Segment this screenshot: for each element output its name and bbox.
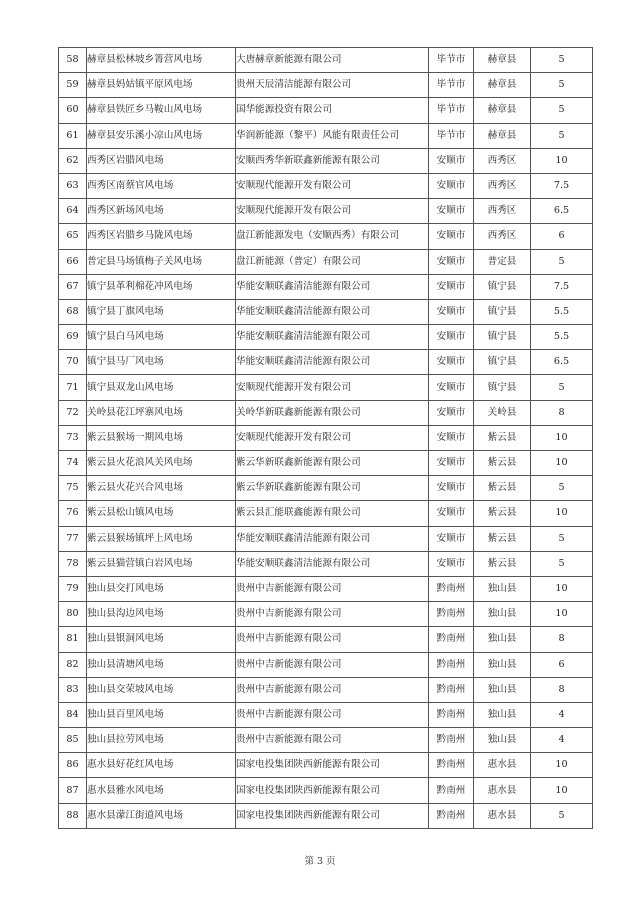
project-name-cell: 赫章县松林坡乡箐营风电场	[87, 48, 236, 73]
project-name-cell: 西秀区新场风电场	[87, 199, 236, 224]
county-cell: 赫章县	[474, 73, 531, 98]
company-cell: 盘江新能源（普定）有限公司	[236, 249, 429, 274]
city-cell: 安顺市	[429, 299, 474, 324]
company-cell: 国华能源投资有限公司	[236, 98, 429, 123]
table-row	[59, 501, 593, 526]
table-row	[59, 400, 593, 425]
capacity-cell: 6.5	[531, 199, 593, 224]
page-number: 第 3 页	[304, 856, 336, 867]
row-number-cell: 65	[59, 224, 87, 249]
county-cell: 关岭县	[474, 400, 531, 425]
project-name-cell: 惠水县雅水风电场	[87, 778, 236, 803]
county-cell: 惠水县	[474, 803, 531, 828]
capacity-cell: 6.5	[531, 350, 593, 375]
table-row	[59, 173, 593, 198]
capacity-cell: 6	[531, 652, 593, 677]
project-name-cell: 紫云县火花浪风关风电场	[87, 451, 236, 476]
table-row	[59, 803, 593, 828]
company-cell: 贵州中吉新能源有限公司	[236, 677, 429, 702]
table-row	[59, 48, 593, 73]
capacity-cell: 10	[531, 425, 593, 450]
company-cell: 贵州天辰清洁能源有限公司	[236, 73, 429, 98]
project-name-cell: 镇宁县双龙山风电场	[87, 375, 236, 400]
row-number-cell: 73	[59, 425, 87, 450]
city-cell: 黔南州	[429, 652, 474, 677]
project-name-cell: 独山县银洞风电场	[87, 627, 236, 652]
project-name-cell: 独山县沟边风电场	[87, 602, 236, 627]
table-row	[59, 526, 593, 551]
county-cell: 镇宁县	[474, 350, 531, 375]
city-cell: 黔南州	[429, 627, 474, 652]
row-number-cell: 70	[59, 350, 87, 375]
capacity-cell: 10	[531, 451, 593, 476]
project-name-cell: 赫章县铁匠乡马鞍山风电场	[87, 98, 236, 123]
project-name-cell: 紫云县松山镇风电场	[87, 501, 236, 526]
table-row	[59, 375, 593, 400]
company-cell: 贵州中吉新能源有限公司	[236, 602, 429, 627]
table-row	[59, 728, 593, 753]
capacity-cell: 5	[531, 375, 593, 400]
county-cell: 惠水县	[474, 778, 531, 803]
county-cell: 赫章县	[474, 123, 531, 148]
capacity-cell: 5	[531, 476, 593, 501]
county-cell: 镇宁县	[474, 325, 531, 350]
city-cell: 安顺市	[429, 274, 474, 299]
row-number-cell: 87	[59, 778, 87, 803]
project-name-cell: 镇宁县白马风电场	[87, 325, 236, 350]
row-number-cell: 63	[59, 173, 87, 198]
city-cell: 黔南州	[429, 778, 474, 803]
row-number-cell: 62	[59, 148, 87, 173]
project-name-cell: 独山县百里风电场	[87, 702, 236, 727]
company-cell: 安顺现代能源开发有限公司	[236, 173, 429, 198]
row-number-cell: 85	[59, 728, 87, 753]
row-number-cell: 72	[59, 400, 87, 425]
company-cell: 关岭华新联鑫新能源有限公司	[236, 400, 429, 425]
city-cell: 安顺市	[429, 375, 474, 400]
table-row	[59, 325, 593, 350]
capacity-cell: 10	[531, 501, 593, 526]
row-number-cell: 67	[59, 274, 87, 299]
county-cell: 镇宁县	[474, 375, 531, 400]
table-row	[59, 778, 593, 803]
company-cell: 华能安顺联鑫清洁能源有限公司	[236, 526, 429, 551]
city-cell: 毕节市	[429, 123, 474, 148]
city-cell: 安顺市	[429, 425, 474, 450]
county-cell: 独山县	[474, 576, 531, 601]
capacity-cell: 5.5	[531, 325, 593, 350]
capacity-cell: 5	[531, 73, 593, 98]
company-cell: 国家电投集团陕西新能源有限公司	[236, 803, 429, 828]
city-cell: 安顺市	[429, 249, 474, 274]
row-number-cell: 64	[59, 199, 87, 224]
capacity-cell: 5	[531, 551, 593, 576]
capacity-cell: 6	[531, 224, 593, 249]
county-cell: 惠水县	[474, 753, 531, 778]
table-row	[59, 274, 593, 299]
row-number-cell: 83	[59, 677, 87, 702]
row-number-cell: 86	[59, 753, 87, 778]
table-row	[59, 350, 593, 375]
table-row	[59, 576, 593, 601]
row-number-cell: 81	[59, 627, 87, 652]
city-cell: 安顺市	[429, 148, 474, 173]
county-cell: 独山县	[474, 702, 531, 727]
table-row	[59, 299, 593, 324]
project-name-cell: 西秀区南蔡官风电场	[87, 173, 236, 198]
city-cell: 黔南州	[429, 753, 474, 778]
company-cell: 国家电投集团陕西新能源有限公司	[236, 778, 429, 803]
table-body	[59, 48, 593, 829]
city-cell: 黔南州	[429, 803, 474, 828]
capacity-cell: 5	[531, 98, 593, 123]
capacity-cell: 5	[531, 48, 593, 73]
project-name-cell: 独山县交打风电场	[87, 576, 236, 601]
capacity-cell: 7.5	[531, 274, 593, 299]
county-cell: 独山县	[474, 677, 531, 702]
table-row	[59, 551, 593, 576]
county-cell: 赫章县	[474, 98, 531, 123]
county-cell: 紫云县	[474, 451, 531, 476]
capacity-cell: 4	[531, 728, 593, 753]
city-cell: 黔南州	[429, 702, 474, 727]
project-name-cell: 惠水县好花红风电场	[87, 753, 236, 778]
capacity-cell: 5	[531, 526, 593, 551]
table-row	[59, 148, 593, 173]
company-cell: 紫云县汇能联鑫能源有限公司	[236, 501, 429, 526]
city-cell: 安顺市	[429, 400, 474, 425]
county-cell: 紫云县	[474, 425, 531, 450]
wind-farm-table	[58, 47, 593, 829]
capacity-cell: 8	[531, 677, 593, 702]
row-number-cell: 60	[59, 98, 87, 123]
county-cell: 独山县	[474, 728, 531, 753]
company-cell: 华能安顺联鑫清洁能源有限公司	[236, 325, 429, 350]
table-row	[59, 627, 593, 652]
table-row	[59, 199, 593, 224]
capacity-cell: 5	[531, 249, 593, 274]
city-cell: 毕节市	[429, 73, 474, 98]
row-number-cell: 71	[59, 375, 87, 400]
county-cell: 镇宁县	[474, 299, 531, 324]
county-cell: 西秀区	[474, 173, 531, 198]
capacity-cell: 7.5	[531, 173, 593, 198]
row-number-cell: 84	[59, 702, 87, 727]
capacity-cell: 10	[531, 602, 593, 627]
capacity-cell: 5	[531, 123, 593, 148]
company-cell: 安顺现代能源开发有限公司	[236, 425, 429, 450]
county-cell: 紫云县	[474, 551, 531, 576]
county-cell: 独山县	[474, 652, 531, 677]
table-row	[59, 98, 593, 123]
city-cell: 安顺市	[429, 476, 474, 501]
company-cell: 贵州中吉新能源有限公司	[236, 576, 429, 601]
row-number-cell: 82	[59, 652, 87, 677]
table-row	[59, 73, 593, 98]
city-cell: 黔南州	[429, 602, 474, 627]
city-cell: 黔南州	[429, 677, 474, 702]
county-cell: 普定县	[474, 249, 531, 274]
company-cell: 贵州中吉新能源有限公司	[236, 627, 429, 652]
row-number-cell: 58	[59, 48, 87, 73]
project-name-cell: 关岭县花江坪寨风电场	[87, 400, 236, 425]
project-name-cell: 惠水县濛江街道风电场	[87, 803, 236, 828]
county-cell: 紫云县	[474, 526, 531, 551]
city-cell: 安顺市	[429, 224, 474, 249]
capacity-cell: 10	[531, 778, 593, 803]
table-row	[59, 652, 593, 677]
county-cell: 西秀区	[474, 148, 531, 173]
company-cell: 华能安顺联鑫清洁能源有限公司	[236, 350, 429, 375]
table-row	[59, 451, 593, 476]
company-cell: 安顺现代能源开发有限公司	[236, 375, 429, 400]
row-number-cell: 76	[59, 501, 87, 526]
capacity-cell: 4	[531, 702, 593, 727]
project-name-cell: 赫章县妈姑镇平原风电场	[87, 73, 236, 98]
company-cell: 华能安顺联鑫清洁能源有限公司	[236, 551, 429, 576]
table-row	[59, 476, 593, 501]
county-cell: 独山县	[474, 602, 531, 627]
city-cell: 毕节市	[429, 98, 474, 123]
row-number-cell: 59	[59, 73, 87, 98]
company-cell: 华能安顺联鑫清洁能源有限公司	[236, 274, 429, 299]
capacity-cell: 10	[531, 148, 593, 173]
company-cell: 安顺西秀华新联鑫新能源有限公司	[236, 148, 429, 173]
row-number-cell: 61	[59, 123, 87, 148]
county-cell: 赫章县	[474, 48, 531, 73]
company-cell: 大唐赫章新能源有限公司	[236, 48, 429, 73]
city-cell: 安顺市	[429, 199, 474, 224]
project-name-cell: 独山县清塘风电场	[87, 652, 236, 677]
capacity-cell: 10	[531, 576, 593, 601]
company-cell: 华能安顺联鑫清洁能源有限公司	[236, 299, 429, 324]
table-row	[59, 123, 593, 148]
table-row	[59, 249, 593, 274]
row-number-cell: 66	[59, 249, 87, 274]
row-number-cell: 68	[59, 299, 87, 324]
row-number-cell: 79	[59, 576, 87, 601]
project-name-cell: 紫云县猴场镇坪上风电场	[87, 526, 236, 551]
company-cell: 国家电投集团陕西新能源有限公司	[236, 753, 429, 778]
company-cell: 华润新能源（黎平）风能有限责任公司	[236, 123, 429, 148]
capacity-cell: 8	[531, 627, 593, 652]
county-cell: 紫云县	[474, 476, 531, 501]
capacity-cell: 10	[531, 753, 593, 778]
company-cell: 安顺现代能源开发有限公司	[236, 199, 429, 224]
city-cell: 安顺市	[429, 451, 474, 476]
company-cell: 贵州中吉新能源有限公司	[236, 728, 429, 753]
table-row	[59, 602, 593, 627]
project-name-cell: 紫云县猫营镇白岩风电场	[87, 551, 236, 576]
company-cell: 紫云华新联鑫新能源有限公司	[236, 476, 429, 501]
row-number-cell: 78	[59, 551, 87, 576]
row-number-cell: 80	[59, 602, 87, 627]
capacity-cell: 5	[531, 803, 593, 828]
company-cell: 紫云华新联鑫新能源有限公司	[236, 451, 429, 476]
city-cell: 黔南州	[429, 576, 474, 601]
row-number-cell: 75	[59, 476, 87, 501]
county-cell: 独山县	[474, 627, 531, 652]
project-name-cell: 紫云县火花兴合风电场	[87, 476, 236, 501]
county-cell: 紫云县	[474, 501, 531, 526]
city-cell: 毕节市	[429, 48, 474, 73]
project-name-cell: 西秀区岩腊风电场	[87, 148, 236, 173]
project-name-cell: 镇宁县丁旗风电场	[87, 299, 236, 324]
project-name-cell: 普定县马场镇梅子关风电场	[87, 249, 236, 274]
row-number-cell: 69	[59, 325, 87, 350]
project-name-cell: 赫章县安乐溪小凉山风电场	[87, 123, 236, 148]
table-row	[59, 753, 593, 778]
company-cell: 盘江新能源发电（安顺西秀）有限公司	[236, 224, 429, 249]
table-row	[59, 702, 593, 727]
project-name-cell: 西秀区岩腊乡马陇风电场	[87, 224, 236, 249]
city-cell: 安顺市	[429, 526, 474, 551]
city-cell: 安顺市	[429, 501, 474, 526]
city-cell: 安顺市	[429, 173, 474, 198]
table-row	[59, 425, 593, 450]
row-number-cell: 77	[59, 526, 87, 551]
table-row	[59, 224, 593, 249]
project-name-cell: 镇宁县革利棉花冲风电场	[87, 274, 236, 299]
row-number-cell: 74	[59, 451, 87, 476]
row-number-cell: 88	[59, 803, 87, 828]
city-cell: 安顺市	[429, 325, 474, 350]
county-cell: 西秀区	[474, 199, 531, 224]
city-cell: 黔南州	[429, 728, 474, 753]
city-cell: 安顺市	[429, 551, 474, 576]
table-row	[59, 677, 593, 702]
county-cell: 镇宁县	[474, 274, 531, 299]
city-cell: 安顺市	[429, 350, 474, 375]
company-cell: 贵州中吉新能源有限公司	[236, 652, 429, 677]
project-name-cell: 独山县交荣坡风电场	[87, 677, 236, 702]
project-name-cell: 紫云县猴场一期风电场	[87, 425, 236, 450]
capacity-cell: 8	[531, 400, 593, 425]
project-name-cell: 镇宁县马厂风电场	[87, 350, 236, 375]
project-name-cell: 独山县拉劳风电场	[87, 728, 236, 753]
company-cell: 贵州中吉新能源有限公司	[236, 702, 429, 727]
county-cell: 西秀区	[474, 224, 531, 249]
capacity-cell: 5.5	[531, 299, 593, 324]
